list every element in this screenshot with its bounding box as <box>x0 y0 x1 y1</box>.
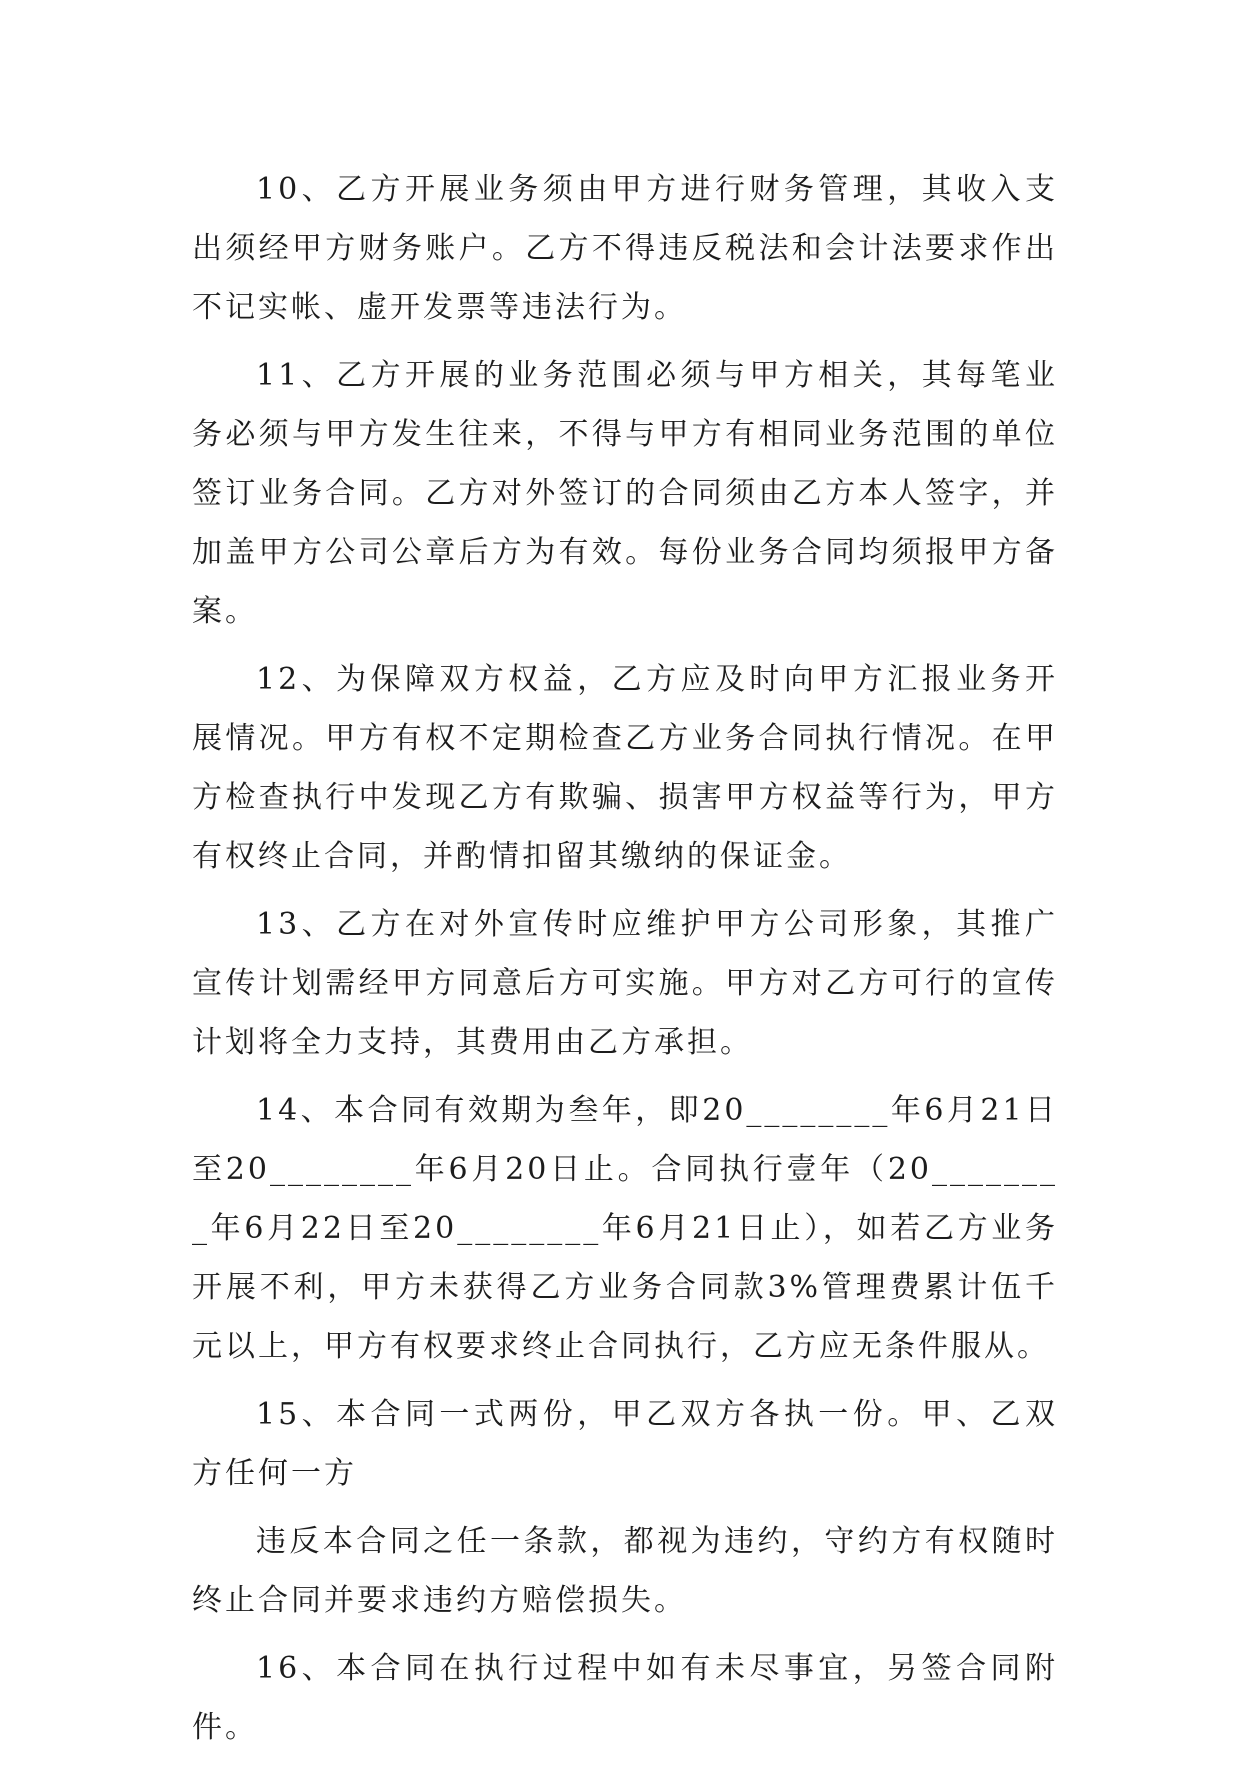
clause-15: 15、本合同一式两份，甲乙双方各执一份。甲、乙双方任何一方 <box>192 1397 1058 1491</box>
clause-12: 12、为保障双方权益，乙方应及时向甲方汇报业务开展情况。甲方有权不定期检查乙方业务合同执行情况。在甲方检查执行中发现乙方有欺骗、损害甲方权益等行为，甲方有权终止合同，并酌情扣留其缴纳的保证金。 <box>192 662 1058 874</box>
document-body <box>192 160 1058 1766</box>
clause-10: 10、乙方开展业务须由甲方进行财务管理，其收入支出须经甲方财务账户。乙方不得违反税法和会计法要求作出不记实帐、虚开发票等违法行为。 <box>192 172 1058 325</box>
clause-16: 16、本合同在执行过程中如有未尽事宜，另签合同附件。 <box>192 1651 1058 1745</box>
clause-15-continued: 违反本合同之任一条款，都视为违约，守约方有权随时终止合同并要求违约方赔偿损失。 <box>192 1524 1058 1618</box>
clause-13: 13、乙方在对外宣传时应维护甲方公司形象，其推广宣传计划需经甲方同意后方可实施。甲方对乙方可行的宣传计划将全力支持，其费用由乙方承担。 <box>192 907 1058 1060</box>
clause-11: 11、乙方开展的业务范围必须与甲方相关，其每笔业务必须与甲方发生往来，不得与甲方有相同业务范围的单位签订业务合同。乙方对外签订的合同须由乙方本人签字，并加盖甲方公司公章后方为有效。每份业务合同均须报甲方备案。 <box>192 358 1058 629</box>
clause-14: 14、本合同有效期为叁年，即20________年6月21日至20________年6月20日止。合同执行壹年（20________年6月22日至20________年6月21日止），如若乙方业务开展不利，甲方未获得乙方业务合同款3%管理费累计伍千元以上，甲方有权要求终止合同执行，乙方应无条件服从。 <box>192 1093 1058 1364</box>
